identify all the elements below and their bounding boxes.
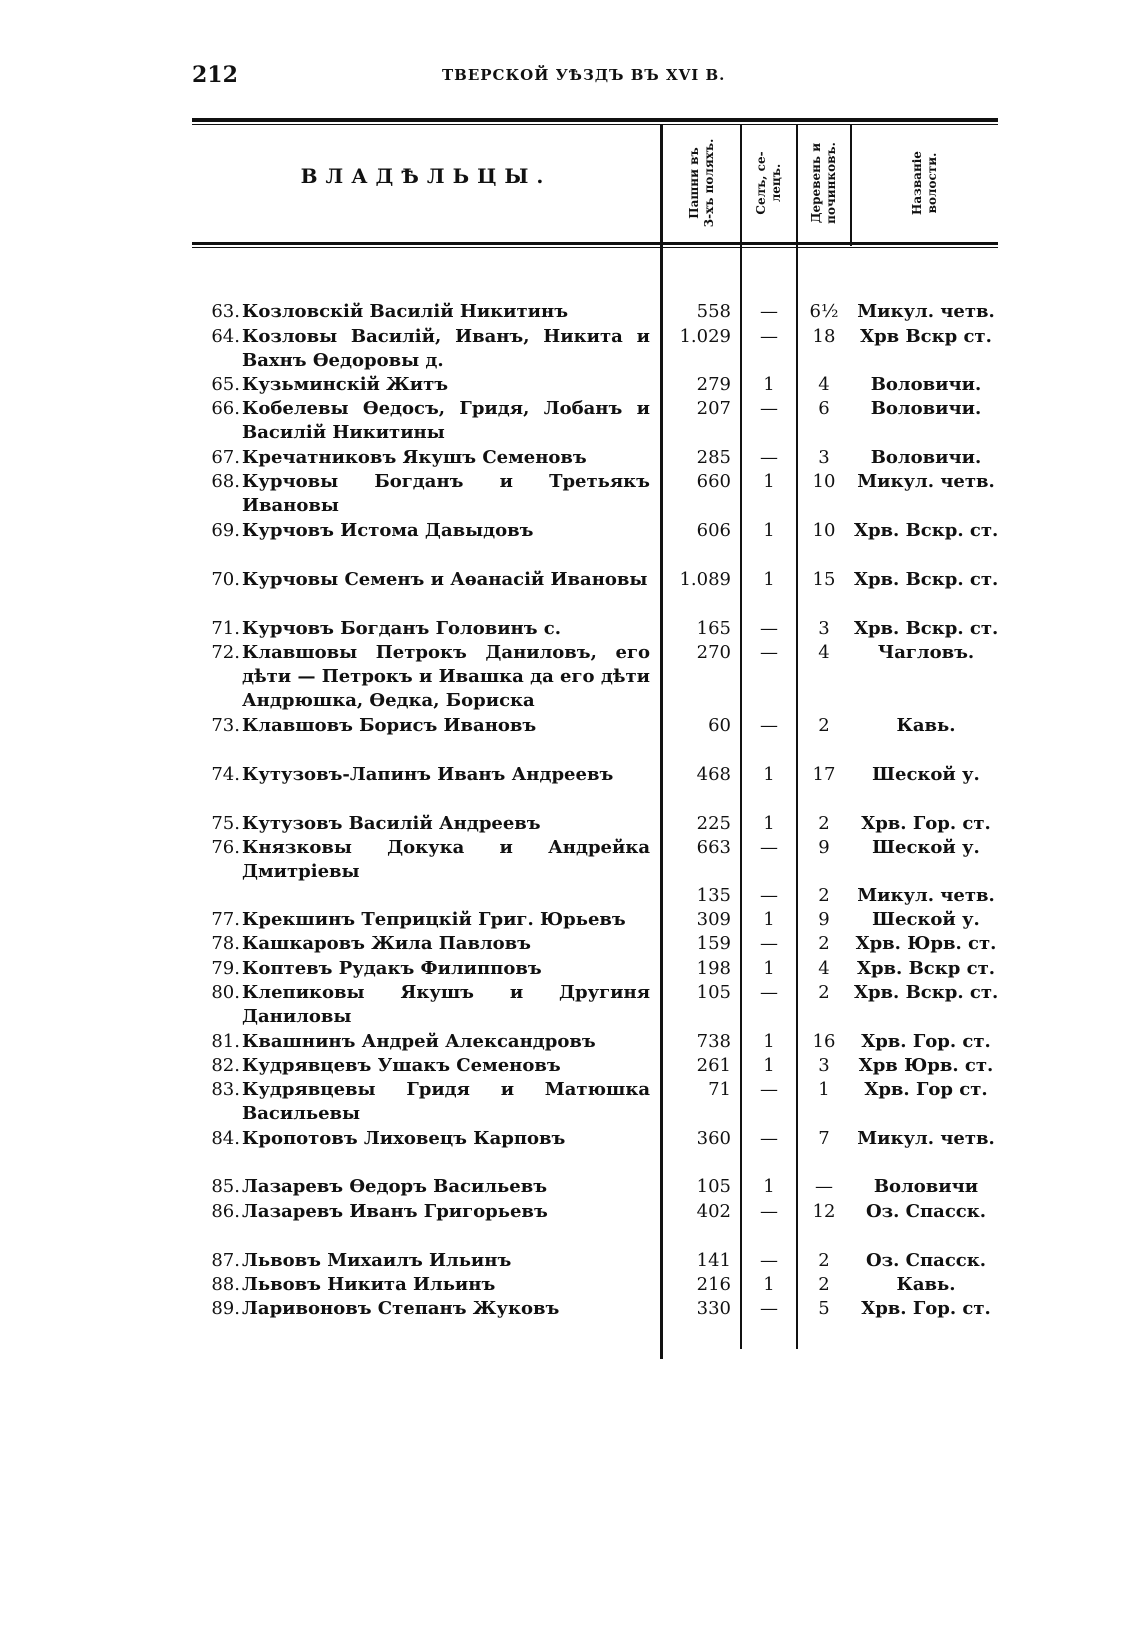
pashnya-value: 105 xyxy=(696,1176,731,1197)
column-header-volost-text: Названіе волости. xyxy=(910,151,939,215)
volost-value: Микул. четв. xyxy=(857,1128,995,1149)
owner-name: Курчовы Богданъ и Третьякъ Ивановы xyxy=(242,471,650,516)
pashnya-value: 60 xyxy=(708,715,731,736)
owner-name: Козловы Василій, Иванъ, Никита и Вахнъ Ѳедоровы д. xyxy=(242,326,650,371)
owner-name: Козловскій Василій Никитинъ xyxy=(242,301,569,322)
owner-name: Курчовъ Истома Давыдовъ xyxy=(242,520,534,541)
pashnya-value: 141 xyxy=(696,1250,731,1271)
derevni-value: 2 xyxy=(818,1250,830,1271)
sel-value: — xyxy=(760,933,778,954)
volost-value: Микул. четв. xyxy=(857,471,995,492)
pashnya-value: 660 xyxy=(696,471,731,492)
owner-name: Лазаревъ Иванъ Григорьевъ xyxy=(242,1201,548,1222)
row-number: 72. xyxy=(211,642,240,663)
column-header-sel xyxy=(742,124,796,242)
owner-name: Кузьминскій Житъ xyxy=(242,374,449,395)
volost-value: Воловичи xyxy=(873,1176,979,1197)
sel-value: — xyxy=(760,837,778,858)
row-number: 79. xyxy=(211,958,240,979)
sel-value: — xyxy=(760,618,778,639)
row-number: 74. xyxy=(211,764,240,785)
derevni-value: 1 xyxy=(818,1079,830,1100)
sel-value: — xyxy=(760,1128,778,1149)
row-number: 69. xyxy=(211,520,240,541)
pashnya-value: 1.089 xyxy=(679,569,731,590)
row-number: 71. xyxy=(211,618,240,639)
derevni-value: 2 xyxy=(818,715,830,736)
pashnya-value: 135 xyxy=(696,885,731,906)
pashnya-value: 159 xyxy=(696,933,731,954)
row-number: 86. xyxy=(211,1201,240,1222)
owner-name: Кудрявцевъ Ушакъ Семеновъ xyxy=(242,1055,561,1076)
sel-value: 1 xyxy=(763,1031,775,1052)
owner-name: Клавшовы Петрокъ Даниловъ, его дѣти — Петрокъ и Ивашка да его дѣти Андрюшка, Ѳедка, Бориска xyxy=(242,642,650,711)
owner-name: Кобелевы Ѳедосъ, Гридя, Лобанъ и Василій Никитины xyxy=(242,398,650,443)
owner-name: Лазаревъ Ѳедоръ Васильевъ xyxy=(242,1176,548,1197)
row-number: 64. xyxy=(211,326,240,347)
owner-name: Коптевъ Рудакъ Филипповъ xyxy=(242,958,542,979)
volost-value: Хрв. Вскр. ст. xyxy=(854,982,999,1003)
sel-value: — xyxy=(760,326,778,347)
volost-value: Кавь. xyxy=(896,1274,956,1295)
row-number: 80. xyxy=(211,982,240,1003)
pashnya-value: 558 xyxy=(696,301,731,322)
owner-name: Князковы Докука и Андрейка Дмитріевы xyxy=(242,837,650,882)
column-header-pashni xyxy=(663,124,740,242)
owner-name: Крекшинъ Теприцкій Григ. Юрьевъ xyxy=(242,909,626,930)
derevni-value: 16 xyxy=(812,1031,836,1052)
sel-value: 1 xyxy=(763,909,775,930)
volost-value: Шеской у. xyxy=(872,764,980,785)
owner-name: Курчовъ Богданъ Головинъ с. xyxy=(242,618,562,639)
column-header-derevni xyxy=(798,124,850,242)
row-number: 77. xyxy=(211,909,240,930)
column-header-sel-text: Селъ, се- лецъ. xyxy=(754,151,783,215)
derevni-value: 2 xyxy=(818,933,830,954)
volost-value: Чагловъ. xyxy=(877,642,975,663)
derevni-value: 10 xyxy=(812,471,836,492)
pashnya-value: 309 xyxy=(696,909,731,930)
row-number: 65. xyxy=(211,374,240,395)
row-number: 87. xyxy=(211,1250,240,1271)
derevni-value: 12 xyxy=(812,1201,836,1222)
sel-value: — xyxy=(760,1298,778,1319)
pashnya-value: 402 xyxy=(696,1201,731,1222)
volost-value: Микул. четв. xyxy=(857,301,995,322)
pashnya-value: 198 xyxy=(696,958,731,979)
sel-value: 1 xyxy=(763,1176,775,1197)
row-number: 84. xyxy=(211,1128,240,1149)
volost-value: Хрв. Вскр ст. xyxy=(857,958,995,979)
pashnya-value: 663 xyxy=(696,837,731,858)
pashnya-value: 165 xyxy=(696,618,731,639)
derevni-value: 3 xyxy=(818,618,830,639)
header-rule xyxy=(192,242,998,245)
sel-value: 1 xyxy=(763,569,775,590)
volost-value: Хрв Вскр ст. xyxy=(860,326,992,347)
pashnya-value: 105 xyxy=(696,982,731,1003)
volost-value: Воловичи. xyxy=(870,374,982,395)
derevni-value: 2 xyxy=(818,1274,830,1295)
volost-value: Оз. Спасск. xyxy=(865,1250,987,1271)
volost-value: Хрв. Юрв. ст. xyxy=(855,933,997,954)
column-header-derevni-text: Деревень и починковъ. xyxy=(809,142,838,224)
running-head xyxy=(192,62,997,92)
volost-value: Хрв Юрв. ст. xyxy=(858,1055,994,1076)
owner-name: Кудрявцевы Гридя и Матюшка Васильевы xyxy=(242,1079,650,1124)
volost-value: Хрв. Гор. ст. xyxy=(861,1298,991,1319)
derevni-value: 9 xyxy=(818,909,830,930)
owner-name: Кутузовъ Василій Андреевъ xyxy=(242,813,541,834)
volost-value: Кавь. xyxy=(896,715,956,736)
volost-value: Хрв. Вскр. ст. xyxy=(854,618,999,639)
owners-table xyxy=(192,118,998,1398)
owner-name: Курчовы Семенъ и Аѳанасій Ивановы xyxy=(242,569,648,590)
sel-value: — xyxy=(760,642,778,663)
top-rule xyxy=(192,118,998,122)
pashnya-value: 270 xyxy=(696,642,731,663)
owner-name: Ларивоновъ Степанъ Жуковъ xyxy=(242,1298,560,1319)
sel-value: — xyxy=(760,885,778,906)
owner-name: Львовъ Никита Ильинъ xyxy=(242,1274,496,1295)
volost-value: Хрв. Вскр. ст. xyxy=(854,569,999,590)
pashnya-value: 468 xyxy=(696,764,731,785)
sel-value: 1 xyxy=(763,471,775,492)
derevni-value: 9 xyxy=(818,837,830,858)
volost-value: Шеской у. xyxy=(872,909,980,930)
sel-value: — xyxy=(760,398,778,419)
sel-value: 1 xyxy=(763,958,775,979)
owner-name: Кашкаровъ Жила Павловъ xyxy=(242,933,531,954)
sel-value: 1 xyxy=(763,1055,775,1076)
owner-name: Клавшовъ Борисъ Ивановъ xyxy=(242,715,537,736)
derevni-value: 6 xyxy=(818,398,830,419)
column-header-pashni-text: Пашни въ 3-хъ поляхъ. xyxy=(686,138,716,228)
owner-name: Клепиковы Якушъ и Другиня Даниловы xyxy=(242,982,650,1027)
pashnya-value: 225 xyxy=(696,813,731,834)
pashnya-value: 738 xyxy=(696,1031,731,1052)
derevni-value: 2 xyxy=(818,885,830,906)
pashnya-value: 71 xyxy=(708,1079,731,1100)
pashnya-value: 279 xyxy=(696,374,731,395)
sel-value: — xyxy=(760,1201,778,1222)
sel-value: 1 xyxy=(763,813,775,834)
derevni-value: 3 xyxy=(818,1055,830,1076)
owner-name: Кропотовъ Лиховецъ Карповъ xyxy=(242,1128,566,1149)
pashnya-value: 330 xyxy=(696,1298,731,1319)
owner-name: Львовъ Михаилъ Ильинъ xyxy=(242,1250,512,1271)
volost-value: Воловичи. xyxy=(870,398,982,419)
row-number: 67. xyxy=(211,447,240,468)
row-number: 89. xyxy=(211,1298,240,1319)
volost-value: Шеской у. xyxy=(872,837,980,858)
derevni-value: 2 xyxy=(818,982,830,1003)
derevni-value: 15 xyxy=(812,569,836,590)
derevni-value: 18 xyxy=(812,326,836,347)
row-number: 63. xyxy=(211,301,240,322)
row-number: 88. xyxy=(211,1274,240,1295)
derevni-value: 4 xyxy=(818,642,830,663)
derevni-value: 4 xyxy=(818,374,830,395)
derevni-value: — xyxy=(815,1176,833,1197)
volost-value: Хрв. Гор ст. xyxy=(864,1079,988,1100)
page-number: 212 xyxy=(192,62,238,88)
column-header-owners: ВЛАДѢЛЬЦЫ. xyxy=(300,164,552,188)
sel-value: 1 xyxy=(763,764,775,785)
row-number: 73. xyxy=(211,715,240,736)
row-number: 66. xyxy=(211,398,240,419)
sel-value: — xyxy=(760,301,778,322)
volost-value: Хрв. Гор. ст. xyxy=(861,1031,991,1052)
row-number: 76. xyxy=(211,837,240,858)
column-header-volost xyxy=(852,124,998,242)
row-number: 85. xyxy=(211,1176,240,1197)
derevni-value: 3 xyxy=(818,447,830,468)
derevni-value: 6½ xyxy=(809,301,839,322)
pashnya-value: 360 xyxy=(696,1128,731,1149)
running-title: ТВЕРСКОЙ УѢЗДЪ ВЪ XVI В. xyxy=(442,66,726,84)
sel-value: — xyxy=(760,1250,778,1271)
row-number: 81. xyxy=(211,1031,240,1052)
row-number: 78. xyxy=(211,933,240,954)
sel-value: — xyxy=(760,447,778,468)
row-number: 82. xyxy=(211,1055,240,1076)
sel-value: 1 xyxy=(763,520,775,541)
owner-name: Кутузовъ-Лапинъ Иванъ Андреевъ xyxy=(242,764,614,785)
sel-value: 1 xyxy=(763,1274,775,1295)
row-number: 70. xyxy=(211,569,240,590)
owner-name: Кречатниковъ Якушъ Семеновъ xyxy=(242,447,587,468)
volost-value: Хрв. Гор. ст. xyxy=(861,813,991,834)
pashnya-value: 207 xyxy=(696,398,731,419)
sel-value: 1 xyxy=(763,374,775,395)
volost-value: Воловичи. xyxy=(870,447,982,468)
pashnya-value: 1.029 xyxy=(679,326,731,347)
row-number: 75. xyxy=(211,813,240,834)
volost-value: Хрв. Вскр. ст. xyxy=(854,520,999,541)
pashnya-value: 606 xyxy=(696,520,731,541)
derevni-value: 4 xyxy=(818,958,830,979)
owner-name: Квашнинъ Андрей Александровъ xyxy=(242,1031,596,1052)
sel-value: — xyxy=(760,1079,778,1100)
row-number: 83. xyxy=(211,1079,240,1100)
sel-value: — xyxy=(760,715,778,736)
derevni-value: 17 xyxy=(812,764,836,785)
derevni-value: 7 xyxy=(818,1128,830,1149)
sel-value: — xyxy=(760,982,778,1003)
row-number: 68. xyxy=(211,471,240,492)
volost-value: Микул. четв. xyxy=(857,885,995,906)
volost-value: Оз. Спасск. xyxy=(865,1201,987,1222)
derevni-value: 5 xyxy=(818,1298,830,1319)
derevni-value: 2 xyxy=(818,813,830,834)
pashnya-value: 216 xyxy=(696,1274,731,1295)
pashnya-value: 285 xyxy=(696,447,731,468)
header-rule-thin xyxy=(192,247,998,248)
pashnya-value: 261 xyxy=(696,1055,731,1076)
derevni-value: 10 xyxy=(812,520,836,541)
